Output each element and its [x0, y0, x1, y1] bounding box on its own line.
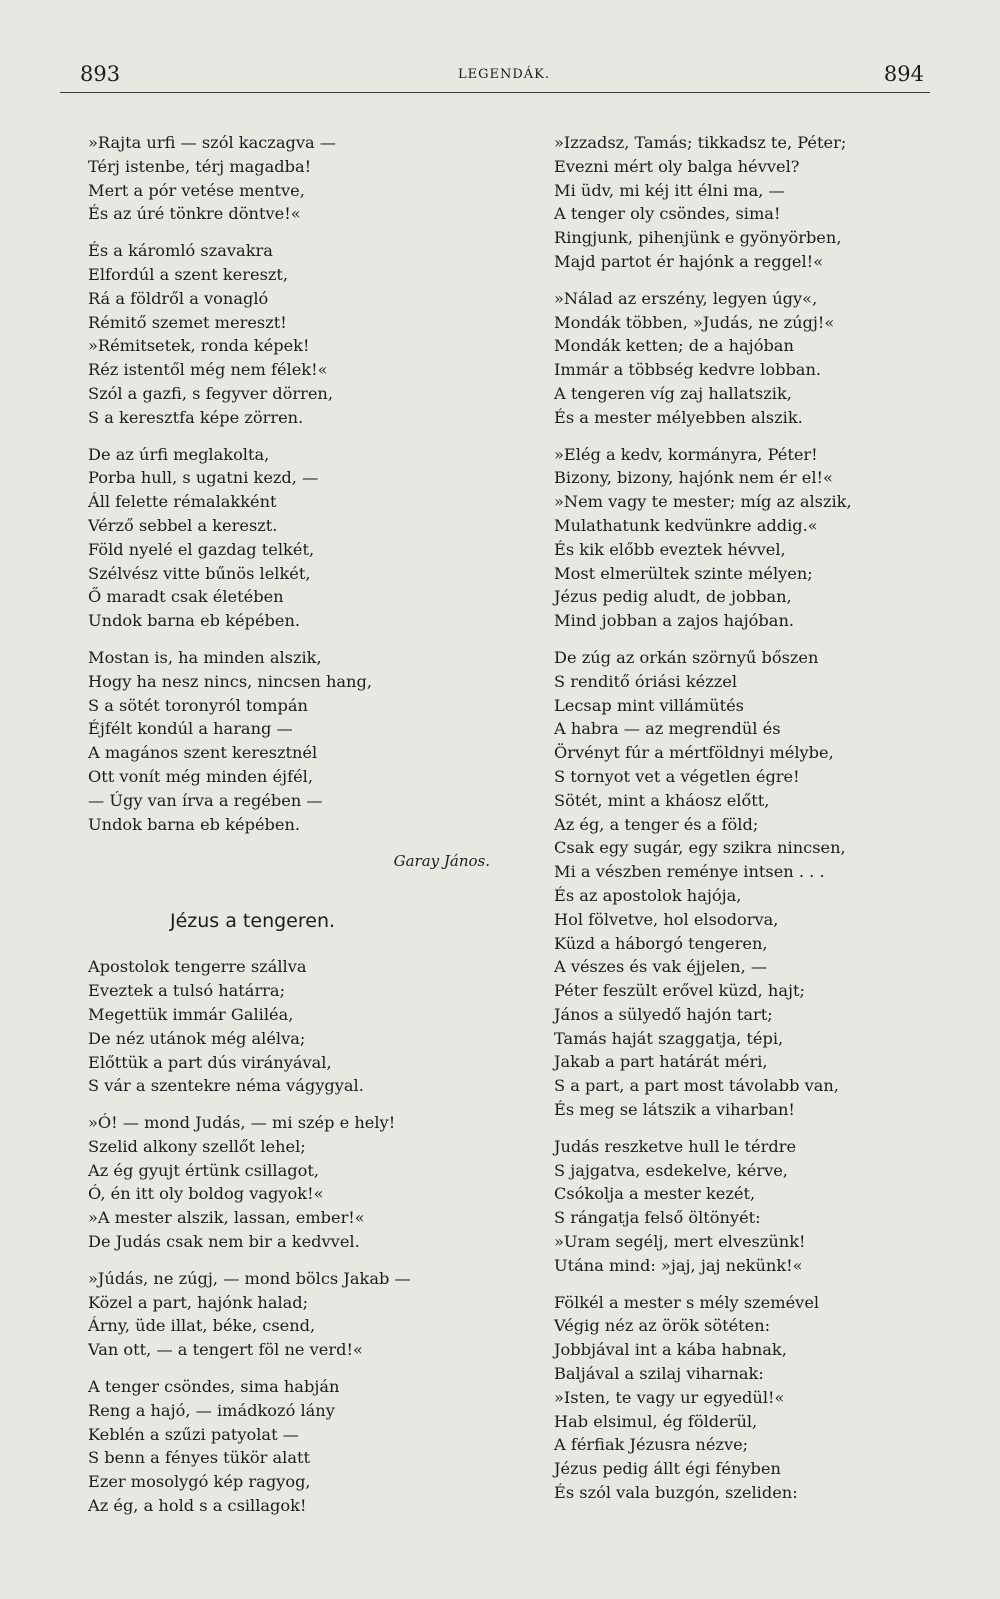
verse-line: A habra — az megrendül és [554, 719, 781, 739]
verse-line: Most elmerültek szinte mélyen; [554, 563, 813, 583]
verse-line: Előttük a part dús virányával, [88, 1052, 332, 1072]
verse-line: »Izzadsz, Tamás; tikkadsz te, Péter; [554, 133, 847, 152]
stanza [88, 131, 498, 226]
verse-line: »A mester alszik, lassan, ember!« [88, 1208, 365, 1228]
verse-line: Mondák többen, »Judás, ne zúgj!« [554, 312, 835, 332]
verse-line: És a mester mélyebben alszik. [554, 407, 803, 427]
verse-line: »Nem vagy te mester; míg az alszik, [554, 492, 852, 512]
verse-line: És szól vala buzgón, szeliden: [554, 1483, 798, 1503]
verse-line: A magános szent keresztnél [88, 743, 318, 763]
verse-line: Mert a pór vetése mentve, [88, 180, 305, 200]
verse-line: Árny, üde illat, béke, csend, [88, 1316, 316, 1336]
verse-line: »Ó! — mond Judás, — mi szép e hely! [88, 1113, 396, 1133]
verse-line: Fölkél a mester s mély szemével [554, 1292, 820, 1312]
verse-line: Ő maradt csak életében [88, 587, 284, 607]
verse-line: Van ott, — a tengert föl ne verd!« [88, 1340, 363, 1360]
verse-line: Áll felette rémalakként [88, 492, 277, 512]
verse-line: Ezer mosolygó kép ragyog, [88, 1472, 311, 1492]
verse-line: Szélvész vitte bűnös lelkét, [88, 563, 311, 583]
verse-line: Apostolok tengerre szállva [88, 957, 307, 977]
stanza [554, 646, 924, 1122]
verse-line: »Rajta urfi — szól kaczagva — [88, 133, 336, 152]
verse-line: Csókolja a mester kezét, [554, 1184, 756, 1204]
verse-line: De Judás csak nem bir a kedvvel. [88, 1232, 360, 1252]
verse-line: Mind jobban a zajos hajóban. [554, 611, 795, 631]
verse-line: Hol fölvetve, hol elsodorva, [554, 909, 779, 929]
verse-line: Porba hull, s ugatni kezd, — [88, 468, 319, 488]
stanza [88, 1111, 498, 1254]
verse-line: S a part, a part most távolabb van, [554, 1076, 839, 1096]
stanza [88, 1375, 498, 1518]
verse-line: S a sötét toronyról tompán [88, 695, 308, 715]
verse-line: Mi a vészben reménye intsen . . . [554, 862, 825, 882]
verse-line: — Úgy van írva a regében — [88, 790, 323, 810]
verse-line: Eveztek a tulsó határra; [88, 981, 286, 1001]
page-number-right: 894 [883, 62, 924, 86]
stanza [88, 955, 498, 1098]
verse-line: Az ég, a hold s a csillagok! [88, 1496, 307, 1516]
verse-line: »Elég a kedv, kormányra, Péter! [554, 444, 818, 464]
page-number-left: 893 [80, 62, 121, 86]
verse-line: Lecsap mint villámütés [554, 695, 744, 715]
poem2-body [88, 955, 498, 1518]
verse-line: Mostan is, ha minden alszik, [88, 647, 322, 667]
verse-line: Sötét, mint a kháosz előtt, [554, 790, 770, 810]
verse-line: Judás reszketve hull le térdre [554, 1136, 797, 1156]
verse-line: S vár a szentekre néma vágygyal. [88, 1076, 364, 1096]
verse-line: Ott vonít még minden éjfél, [88, 766, 313, 786]
verse-line: Hogy ha nesz nincs, nincsen hang, [88, 671, 372, 691]
verse-line: Szelid alkony szellőt lehel; [88, 1136, 306, 1156]
page-header [80, 58, 924, 88]
verse-line: A tengeren víg zaj hallatszik, [554, 383, 792, 403]
verse-line: János a sülyedő hajón tart; [554, 1004, 773, 1024]
verse-line: Végig néz az örök sötéten: [554, 1316, 771, 1336]
verse-line: És a káromló szavakra [88, 241, 273, 261]
verse-line: Mi üdv, mi kéj itt élni ma, — [554, 180, 785, 200]
verse-line: S renditő óriási kézzel [554, 671, 738, 691]
verse-line: S benn a fényes tükör alatt [88, 1448, 311, 1468]
verse-line: Péter feszült erővel küzd, hajt; [554, 981, 805, 1001]
verse-line: Rémitő szemet mereszt! [88, 312, 287, 332]
stanza [88, 239, 498, 429]
verse-line: Reng a hajó, — imádkozó lány [88, 1400, 335, 1420]
verse-line: Megettük immár Galiléa, [88, 1004, 294, 1024]
verse-line: De zúg az orkán szörnyű bőszen [554, 647, 819, 667]
poem1-body [88, 131, 498, 836]
verse-line: S jajgatva, esdekelve, kérve, [554, 1160, 788, 1180]
verse-line: Undok barna eb képében. [88, 814, 301, 834]
verse-line: Baljával a szilaj viharnak: [554, 1364, 764, 1384]
verse-line: S rángatja felső öltönyét: [554, 1208, 761, 1228]
verse-line: A tenger oly csöndes, sima! [554, 204, 781, 224]
verse-line: Bizony, bizony, hajónk nem ér el!« [554, 468, 833, 488]
verse-line: Az ég, a tenger és a föld; [554, 814, 759, 834]
verse-line: Rá a földről a vonagló [88, 288, 269, 308]
verse-line: Immár a többség kedvre lobban. [554, 360, 822, 380]
verse-line: Mulathatunk kedvünkre addig.« [554, 515, 818, 535]
stanza [88, 1267, 498, 1362]
verse-line: Majd partot ér hajónk a reggel!« [554, 251, 824, 271]
verse-line: Örvényt fúr a mértföldnyi mélybe, [554, 743, 834, 763]
verse-line: A tenger csöndes, sima habján [88, 1377, 340, 1397]
verse-line: Térj istenbe, térj magadba! [88, 156, 312, 176]
verse-line: Jakab a part határát méri, [554, 1052, 768, 1072]
verse-line: És az úré tönkre döntve!« [88, 204, 301, 224]
verse-line: Föld nyelé el gazdag telkét, [88, 539, 315, 559]
verse-line: De az úrfi meglakolta, [88, 444, 270, 464]
verse-line: Utána mind: »jaj, jaj nekünk!« [554, 1255, 803, 1275]
verse-line: Undok barna eb képében. [88, 611, 301, 631]
verse-line: Vérző sebbel a kereszt. [88, 515, 278, 535]
left-column [88, 131, 498, 1531]
verse-line: Keblén a szűzi patyolat — [88, 1424, 299, 1444]
stanza [88, 443, 498, 633]
stanza [554, 1135, 924, 1278]
header-rule [60, 92, 930, 93]
verse-line: Csak egy sugár, egy szikra nincsen, [554, 838, 846, 858]
stanza [554, 443, 924, 633]
verse-line: S a keresztfa képe zörren. [88, 407, 304, 427]
verse-line: Ó, én itt oly boldog vagyok!« [88, 1184, 324, 1204]
verse-line: És kik előbb eveztek hévvel, [554, 539, 786, 559]
running-title: LEGENDÁK. [458, 67, 551, 82]
verse-line: S tornyot vet a végetlen égre! [554, 766, 800, 786]
verse-line: És az apostolok hajója, [554, 885, 742, 905]
stanza [88, 646, 498, 836]
stanza [554, 131, 924, 274]
verse-line: Hab elsimul, ég földerül, [554, 1411, 758, 1431]
verse-line: »Rémitsetek, ronda képek! [88, 336, 310, 356]
stanza [554, 287, 924, 430]
poem-signature: Garay János. [393, 852, 490, 871]
verse-line: Tamás haját szaggatja, tépi, [554, 1028, 784, 1048]
verse-line: Evezni mért oly balga hévvel? [554, 156, 800, 176]
verse-line: Elfordúl a szent kereszt, [88, 264, 289, 284]
verse-line: Éjfélt kondúl a harang — [88, 719, 293, 739]
verse-line: Közel a part, hajónk halad; [88, 1292, 309, 1312]
poem-title: Jézus a tengeren. [170, 910, 336, 933]
verse-line: Réz istentől még nem félek!« [88, 360, 328, 380]
verse-line: Küzd a háborgó tengeren, [554, 933, 768, 953]
verse-line: Jézus pedig állt égi fényben [554, 1459, 781, 1479]
verse-line: A férfiak Jézusra nézve; [554, 1435, 749, 1455]
verse-line: »Júdás, ne zúgj, — mond bölcs Jakab — [88, 1268, 411, 1288]
verse-line: Ringjunk, pihenjünk e gyönyörben, [554, 228, 842, 248]
verse-line: »Isten, te vagy ur egyedül!« [554, 1387, 785, 1407]
verse-line: »Nálad az erszény, legyen úgy«, [554, 288, 818, 308]
verse-line: Az ég gyujt értünk csillagot, [88, 1160, 319, 1180]
verse-line: De néz utánok még alélva; [88, 1028, 306, 1048]
verse-line: Mondák ketten; de a hajóban [554, 336, 794, 356]
poem2-continuation [554, 131, 924, 1505]
verse-line: Szól a gazfi, s fegyver dörren, [88, 383, 333, 403]
stanza [554, 1291, 924, 1505]
verse-line: Jobbjával int a kába habnak, [554, 1340, 787, 1360]
right-column [554, 131, 924, 1518]
verse-line: Jézus pedig aludt, de jobban, [554, 587, 792, 607]
verse-line: A vészes és vak éjjelen, — [554, 957, 768, 977]
verse-line: És meg se látszik a viharban! [554, 1100, 795, 1120]
verse-line: »Uram segélj, mert elveszünk! [554, 1232, 806, 1252]
